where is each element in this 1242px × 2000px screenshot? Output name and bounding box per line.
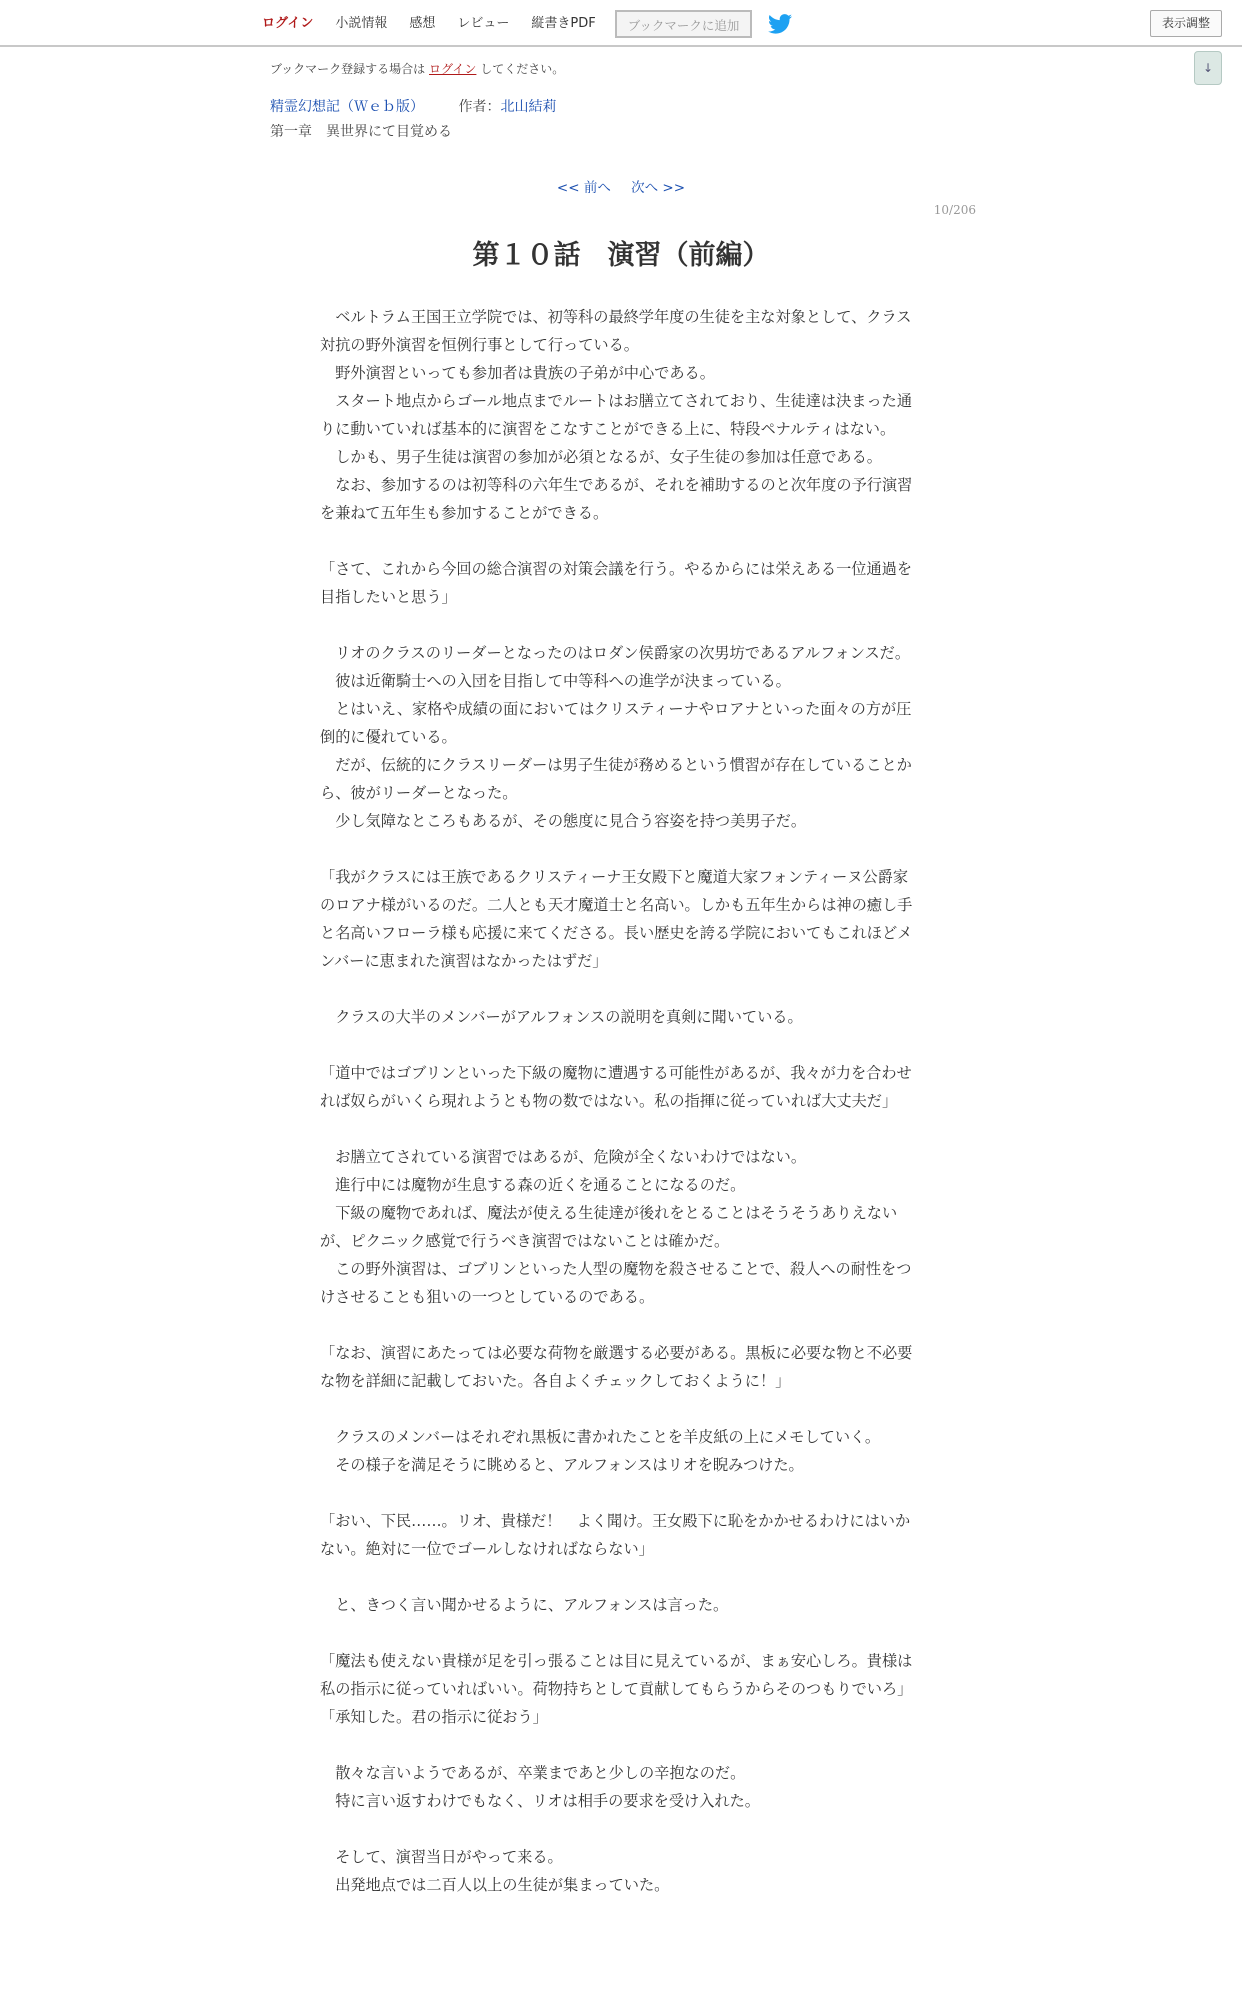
body-paragraph: 「おい、下民……。リオ、貴様だ！ よく聞け。王女殿下に恥をかかせるわけにはいかない。絶対に一位でゴールしなければならない」 [320, 1512, 911, 1558]
author-link[interactable]: 北山結莉 [500, 99, 557, 115]
body-paragraph [320, 1731, 920, 1759]
twitter-bird-icon [768, 14, 792, 34]
top-navigation-bar [0, 0, 1242, 47]
notice-login-link[interactable]: ログイン [429, 62, 477, 76]
body-paragraph: クラスのメンバーはそれぞれ黒板に書かれたことを羊皮紙の上にメモしていく。 [320, 1428, 881, 1446]
nav-impressions-link[interactable]: 感想 [409, 16, 436, 31]
body-paragraph: その様子を満足そうに眺めると、アルフォンスはリオを睨みつけた。 [320, 1456, 804, 1474]
display-adjust-button[interactable]: 表示調整 [1150, 10, 1222, 37]
episode-body [320, 303, 920, 1899]
body-paragraph: 「我がクラスには王族であるクリスティーナ王女殿下と魔道大家フォンティーヌ公爵家のロアナ様がいるのだ。二人とも天才魔道士と名高い。しかも五年生からは神の癒し手と名高いフローラ様も応援に来てくださる。長い歴史を誇る学院においてもこれほどメンバーに恵まれた演習はなかったはずだ」 [320, 868, 913, 970]
body-paragraph: しかも、男子生徒は演習の参加が必須となるが、女子生徒の参加は任意である。 [320, 448, 882, 466]
prev-episode-link[interactable]: << 前へ [556, 180, 611, 196]
body-paragraph: 散々な言いようであるが、卒業まであと少しの辛抱なのだ。 [320, 1764, 746, 1782]
body-paragraph [320, 1619, 920, 1647]
notice-prefix: ブックマーク登録する場合は [270, 62, 426, 76]
body-paragraph: 「道中ではゴブリンといった下級の魔物に遭遇する可能性があるが、我々が力を合わせれば奴らがいくら現れようとも物の数ではない。私の指揮に従っていれば大丈夫だ」 [320, 1064, 912, 1110]
nav-reviews-link[interactable]: レビュー [457, 16, 510, 31]
body-paragraph: 下級の魔物であれば、魔法が使える生徒達が後れをとることはそうそうありえないが、ピクニック感覚で行うべき演習ではないことは確かだ。 [320, 1204, 898, 1250]
page-count: 10/206 [933, 203, 976, 217]
body-paragraph: 特に言い返すわけでもなく、リオは相手の要求を受け入れた。 [320, 1792, 760, 1810]
next-episode-link[interactable]: 次へ >> [631, 180, 686, 196]
author-label: 作者： [458, 99, 501, 115]
twitter-icon[interactable] [768, 13, 794, 35]
bookmark-login-notice [270, 60, 564, 77]
body-paragraph: 彼は近衛騎士への入団を目指して中等科への進学が決まっている。 [320, 672, 791, 690]
body-paragraph [320, 1115, 920, 1143]
nav-menu [252, 0, 794, 47]
body-paragraph [320, 1031, 920, 1059]
chapter-title: 第一章 異世界にて目覚める [270, 124, 452, 140]
body-paragraph [320, 835, 920, 863]
novel-title-link[interactable]: 精霊幻想記（Ｗｅｂ版） [270, 99, 424, 115]
body-paragraph [320, 1395, 920, 1423]
episode-pager [0, 176, 1242, 196]
body-paragraph [320, 975, 920, 1003]
body-paragraph: スタート地点からゴール地点までルートはお膳立てされており、生徒達は決まった通りに動いていれば基本的に演習をこなすことができる上に、特段ペナルティはない。 [320, 392, 913, 438]
body-paragraph [320, 1311, 920, 1339]
notice-suffix: してください。 [480, 62, 565, 76]
body-paragraph: 「承知した。君の指示に従おう」 [320, 1708, 548, 1726]
body-paragraph: だが、伝統的にクラスリーダーは男子生徒が務めるという慣習が存在していることから、彼がリーダーとなった。 [320, 756, 912, 802]
add-bookmark-button[interactable]: ブックマークに追加 [615, 10, 753, 38]
body-paragraph: そして、演習当日がやって来る。 [320, 1848, 563, 1866]
body-paragraph [320, 1479, 920, 1507]
body-paragraph: と、きつく言い聞かせるように、アルフォンスは言った。 [320, 1596, 729, 1614]
body-paragraph: とはいえ、家格や成績の面においてはクリスティーナやロアナといった面々の方が圧倒的に優れている。 [320, 700, 912, 746]
body-paragraph [320, 1815, 920, 1843]
body-paragraph [320, 527, 920, 555]
body-paragraph [320, 611, 920, 639]
body-paragraph: 出発地点では二百人以上の生徒が集まっていた。 [320, 1876, 670, 1894]
nav-vertical-pdf-link[interactable]: 縦書きPDF [531, 16, 596, 31]
novel-meta [270, 96, 556, 116]
body-paragraph: この野外演習は、ゴブリンといった人型の魔物を殺させることで、殺人への耐性をつけさせることも狙いの一つとしているのである。 [320, 1260, 912, 1306]
body-paragraph: 野外演習といっても参加者は貴族の子弟が中心である。 [320, 364, 715, 382]
nav-novel-info-link[interactable]: 小説情報 [335, 16, 388, 31]
body-paragraph: ベルトラム王国王立学院では、初等科の最終学年度の生徒を主な対象として、クラス対抗の野外演習を恒例行事として行っている。 [320, 308, 912, 354]
body-paragraph: リオのクラスのリーダーとなったのはロダン侯爵家の次男坊であるアルフォンスだ。 [320, 644, 911, 662]
scroll-down-button[interactable]: ↓ [1194, 51, 1222, 85]
body-paragraph: 「なお、演習にあたっては必要な荷物を厳選する必要がある。黒板に必要な物と不必要な物を詳細に記載しておいた。各自よくチェックしておくように！」 [320, 1344, 913, 1390]
body-paragraph: クラスの大半のメンバーがアルフォンスの説明を真剣に聞いている。 [320, 1008, 803, 1026]
body-paragraph: 「さて、これから今回の総合演習の対策会議を行う。やるからには栄えある一位通過を目指したいと思う」 [320, 560, 913, 606]
body-paragraph: 進行中には魔物が生息する森の近くを通ることになるのだ。 [320, 1176, 746, 1194]
body-paragraph: お膳立てされている演習ではあるが、危険が全くないわけではない。 [320, 1148, 806, 1166]
nav-login-link[interactable]: ログイン [262, 16, 314, 31]
body-paragraph: 少し気障なところもあるが、その態度に見合う容姿を持つ美男子だ。 [320, 812, 806, 830]
body-paragraph: 「魔法も使えない貴様が足を引っ張ることは目に見えているが、まぁ安心しろ。貴様は私の指示に従っていればいい。荷物持ちとして貢献してもらうからそのつもりでいろ」 [320, 1652, 913, 1698]
body-paragraph [320, 1563, 920, 1591]
body-paragraph: なお、参加するのは初等科の六年生であるが、それを補助するのと次年度の予行演習を兼ねて五年生も参加することができる。 [320, 476, 913, 522]
episode-title: 第１０話 演習（前編） [472, 240, 770, 271]
